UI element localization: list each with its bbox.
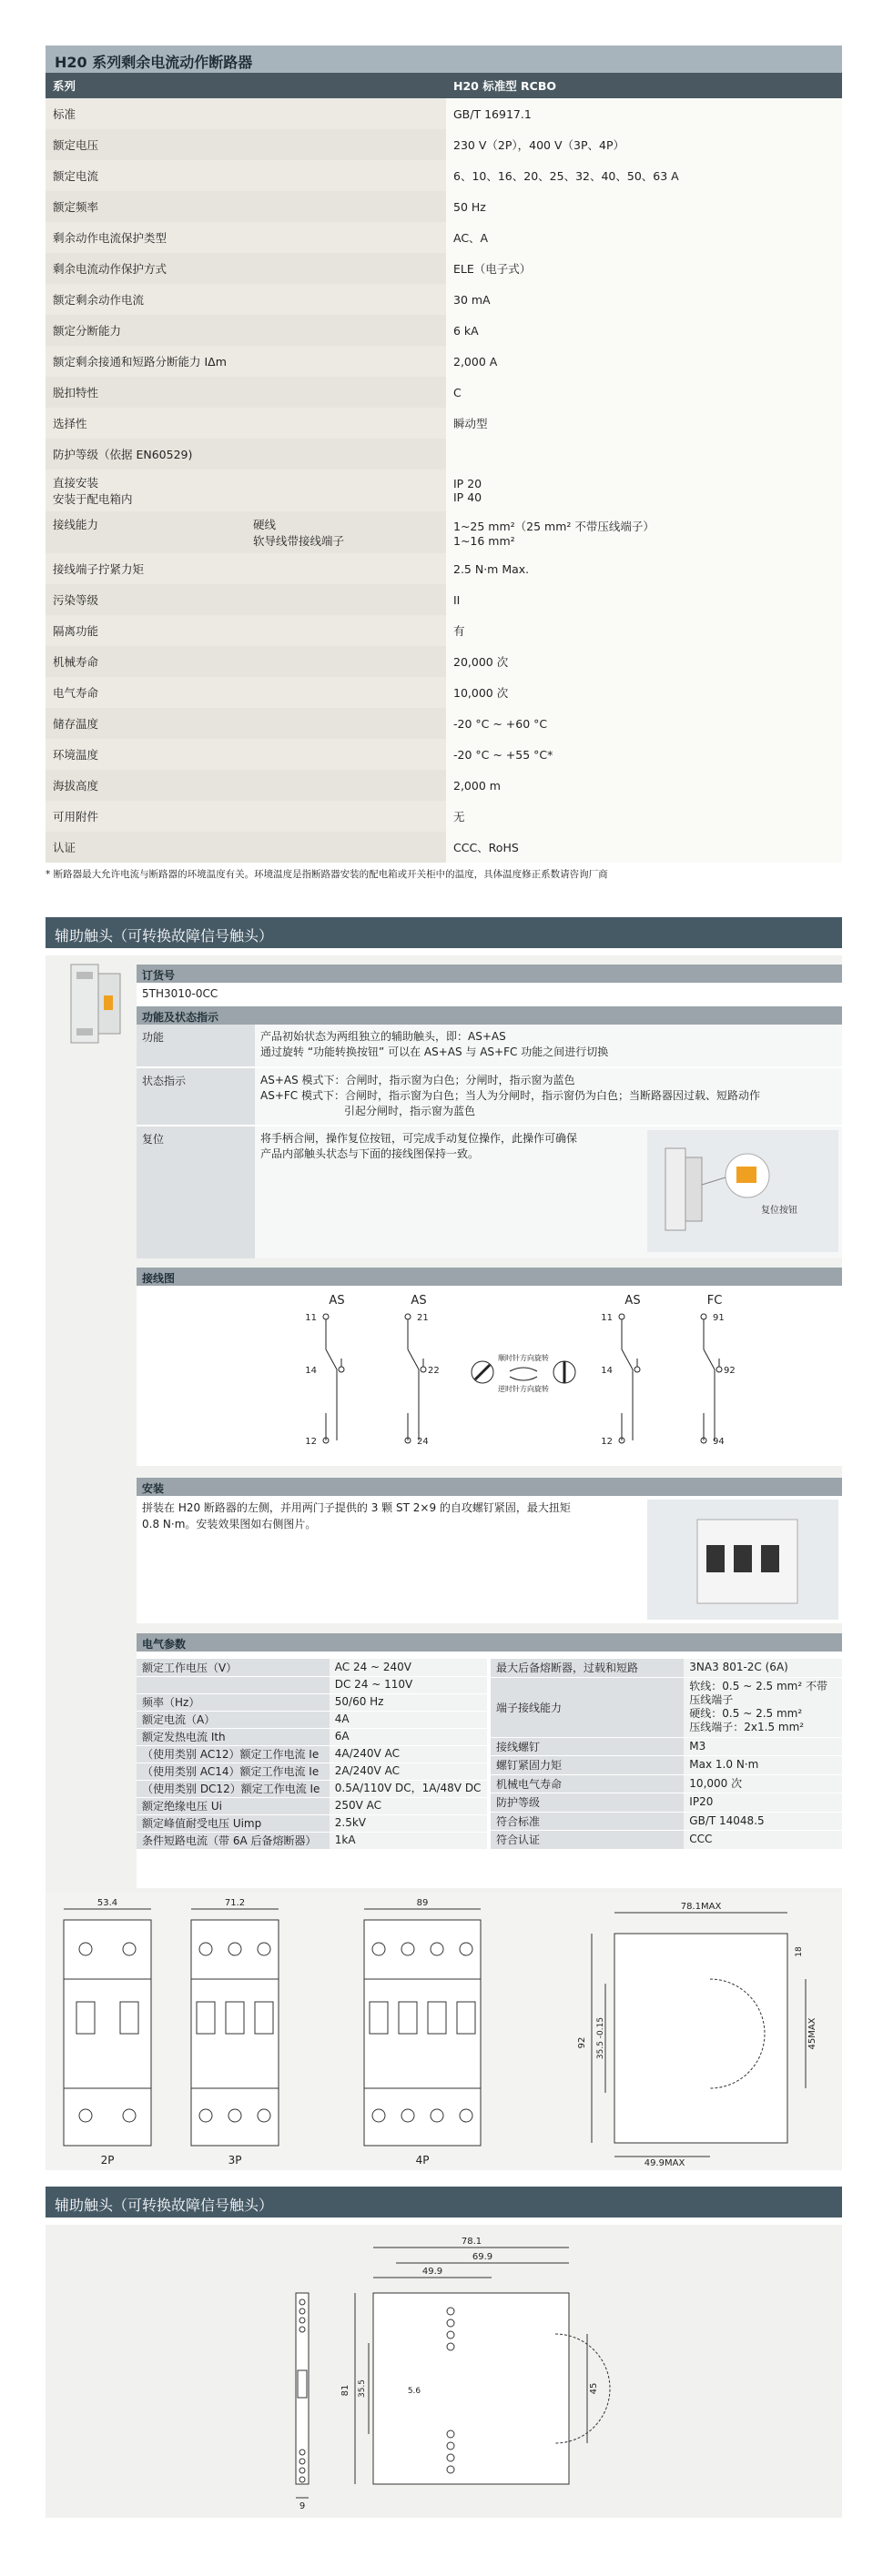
install-header: 安装 xyxy=(137,1478,842,1496)
elec-row xyxy=(137,1797,487,1814)
elec-left-table xyxy=(137,1659,487,1850)
spec-sublabel: 硬线 xyxy=(253,518,277,531)
elec-value: 250V AC xyxy=(330,1797,487,1814)
elec-value: 10,000 次 xyxy=(684,1774,842,1793)
elec-value: IP20 xyxy=(684,1793,842,1812)
pole-label: 3P xyxy=(228,2154,242,2167)
func-line: 通过旋转 “功能转换按钮” 可以在 AS+AS 与 AS+FC 功能之间进行切换 xyxy=(260,1046,609,1058)
elec-row xyxy=(137,1763,487,1780)
elec-value: 2.5kV xyxy=(330,1814,487,1832)
wiring-box xyxy=(137,1268,842,1466)
spec-row xyxy=(46,677,842,708)
handle xyxy=(399,2002,417,2034)
elec-value: 4A/240V AC xyxy=(330,1745,487,1763)
reset-label: 复位 xyxy=(137,1126,255,1258)
spec-row xyxy=(46,470,842,511)
spec-header-left: 系列 xyxy=(46,73,446,98)
screw xyxy=(79,1943,92,1955)
terminal xyxy=(716,1367,722,1372)
screw xyxy=(123,2109,136,2122)
spec-label: 可用附件 xyxy=(46,801,446,832)
spec-label: 额定剩余接通和短路分断能力 IΔm xyxy=(46,346,446,377)
screw xyxy=(79,2109,92,2122)
spec-label: 环境温度 xyxy=(46,739,446,770)
elec-value: 0.5A/110V DC，1A/48V DC xyxy=(330,1780,487,1797)
reset-line: 将手柄合闸，操作复位按钮，可完成手动复位操作，此操作可确保 xyxy=(260,1132,578,1145)
spec-row xyxy=(46,98,842,129)
terminal-number: 12 xyxy=(305,1437,317,1447)
terminal-number: 14 xyxy=(305,1366,317,1376)
screw xyxy=(460,1943,472,1955)
elec-param: 额定绝缘电压 Ui xyxy=(137,1797,330,1814)
terminal xyxy=(323,1314,329,1319)
handle xyxy=(197,2002,215,2034)
spec-row xyxy=(46,646,842,677)
elec-param: 螺钉紧固力矩 xyxy=(491,1756,684,1774)
spec-row xyxy=(46,129,842,160)
dim-h3: 45 xyxy=(589,2382,599,2395)
elec-param: （使用类别 AC12）额定工作电流 Ie xyxy=(137,1745,330,1763)
spec-label: 电气寿命 xyxy=(46,677,446,708)
spec-row xyxy=(46,284,842,315)
wiring-diagram xyxy=(137,1286,842,1466)
footnote: * 断路器最大允许电流与断路器的环境温度有关。环境温度是指断路器安装的配电箱或开关柜中的温度，具体温度修正系数请咨询厂商 xyxy=(46,869,608,880)
spec-value: -20 °C ~ +55 °C* xyxy=(446,739,842,770)
terminal-number: 14 xyxy=(601,1366,613,1376)
handle xyxy=(255,2002,273,2034)
screw xyxy=(299,2318,305,2323)
elec-row xyxy=(491,1677,842,1737)
elec-param: 额定发热电流 Ith xyxy=(137,1728,330,1745)
spec-header-right: H20 标准型 RCBO xyxy=(446,73,842,98)
elec-row xyxy=(137,1659,487,1676)
elec-value: Max 1.0 N·m xyxy=(684,1756,842,1774)
spec-row xyxy=(46,739,842,770)
screw xyxy=(299,2477,305,2482)
screw xyxy=(299,2299,305,2305)
screw xyxy=(258,1943,270,1955)
handle xyxy=(428,2002,446,2034)
elec-row xyxy=(491,1774,842,1793)
spec-row xyxy=(46,315,842,346)
elec-value: M3 xyxy=(684,1737,842,1755)
dim-d3: 49.9 xyxy=(421,2267,443,2277)
spec-label: 防护等级（依据 EN60529) xyxy=(46,439,446,470)
handle xyxy=(457,2002,475,2034)
screw xyxy=(299,2468,305,2473)
spec-label: 直接安装 xyxy=(53,476,99,490)
elec-value: AC 24 ~ 240V xyxy=(330,1659,487,1676)
rotate-cw-label: 顺时针方向旋转 xyxy=(498,1354,549,1362)
install-image xyxy=(647,1500,838,1620)
spec-value: CCC、RoHS xyxy=(446,832,842,863)
screw xyxy=(228,2109,241,2122)
spec-row xyxy=(46,160,842,191)
elec-value: 软线：0.5 ~ 2.5 mm² 不带压线端子 硬线：0.5 ~ 2.5 mm² 压线端子：2x1.5 mm² xyxy=(684,1677,842,1737)
elec-param: 符合认证 xyxy=(491,1831,684,1849)
spec-value: 230 V（2P），400 V（3P、4P） xyxy=(446,129,842,160)
screw xyxy=(431,1943,443,1955)
dim-d1: 78.1 xyxy=(461,2237,482,2247)
elec-row xyxy=(137,1814,487,1832)
screw xyxy=(447,2308,454,2315)
screw xyxy=(299,2308,305,2314)
screw xyxy=(431,2109,443,2122)
spec-value: IP 20 xyxy=(453,477,482,490)
wiring-header: 接线图 xyxy=(137,1268,842,1286)
dims-drawing-2 xyxy=(46,2225,842,2518)
elec-value: DC 24 ~ 110V xyxy=(330,1676,487,1693)
spec-sublabel: 软导线带接线端子 xyxy=(253,534,345,548)
contact-blade xyxy=(326,1349,337,1369)
screw xyxy=(447,2466,454,2473)
dim-bw: 9 xyxy=(299,2501,306,2511)
aux-dimensions xyxy=(46,2225,842,2518)
screw xyxy=(199,2109,212,2122)
spec-label: 额定剩余动作电流 xyxy=(46,284,446,315)
elec-param: 额定峰值耐受电压 Uimp xyxy=(137,1814,330,1832)
spec-value: -20 °C ~ +60 °C xyxy=(446,708,842,739)
spec-label: 安装于配电箱内 xyxy=(53,492,133,506)
reset-caption: 复位按钮 xyxy=(761,1206,797,1216)
func-header: 功能及状态指示 xyxy=(137,1006,842,1025)
elec-value: 1kA xyxy=(330,1832,487,1849)
spec-label: 接线能力 xyxy=(53,518,99,531)
elec-right-table xyxy=(491,1659,842,1850)
elec-header: 电气参数 xyxy=(137,1633,842,1652)
pole-label: 2P xyxy=(100,2154,115,2167)
dim-side-inner: 35.5 -0.15 xyxy=(596,2016,605,2060)
dim-w: 5.6 xyxy=(407,2387,421,2396)
spec-value: 1~25 mm²（25 mm² 不带压线端子） xyxy=(453,519,655,533)
spec-row xyxy=(46,253,842,284)
spec-row xyxy=(46,346,842,377)
install-box xyxy=(137,1478,842,1623)
elec-param: （使用类别 AC14）额定工作电流 Ie xyxy=(137,1763,330,1780)
terminal-number: 24 xyxy=(417,1437,429,1447)
terminal-number: 11 xyxy=(601,1313,613,1323)
spec-value: II xyxy=(446,584,842,615)
aux-section xyxy=(46,917,842,948)
dim-width: 71.2 xyxy=(224,1898,246,1908)
spec-label: 海拔高度 xyxy=(46,770,446,801)
spec-label: 隔离功能 xyxy=(46,615,446,646)
spec-label: 额定分断能力 xyxy=(46,315,446,346)
spec-label: 储存温度 xyxy=(46,708,446,739)
spec-value: 6 kA xyxy=(446,315,842,346)
screw xyxy=(228,1943,241,1955)
spec-row xyxy=(46,584,842,615)
aux-section-2 xyxy=(46,2187,842,2217)
order-header: 订货号 xyxy=(137,965,842,983)
spec-table xyxy=(46,73,842,863)
screw xyxy=(460,2109,472,2122)
spec-value: 6、10、16、20、25、32、40、50、63 A xyxy=(446,160,842,191)
arrow xyxy=(510,1368,537,1371)
screw xyxy=(372,1943,385,1955)
screw xyxy=(447,2430,454,2438)
spec-label: 额定电压 xyxy=(46,129,446,160)
elec-value: 50/60 Hz xyxy=(330,1693,487,1711)
terminal-number: 91 xyxy=(713,1313,725,1323)
elec-row xyxy=(137,1745,487,1763)
spec-value: 10,000 次 xyxy=(446,677,842,708)
screw xyxy=(199,1943,212,1955)
spec-label: 接线端子拧紧力矩 xyxy=(46,553,446,584)
contact-name-label: AS xyxy=(329,1294,345,1308)
spec-value: 20,000 次 xyxy=(446,646,842,677)
aux-title: 辅助触头（可转换故障信号触头） xyxy=(46,917,842,948)
elec-value: 4A xyxy=(330,1711,487,1728)
elec-row xyxy=(137,1728,487,1745)
rotate-ccw-label: 逆时针方向旋转 xyxy=(498,1385,549,1393)
screw xyxy=(299,2450,305,2455)
spec-row xyxy=(46,511,842,553)
spec-label: 脱扣特性 xyxy=(46,377,446,408)
spec-value: 50 Hz xyxy=(446,191,842,222)
terminal xyxy=(634,1367,640,1372)
handle xyxy=(120,2002,138,2034)
spec-row xyxy=(46,770,842,801)
handle xyxy=(76,2002,95,2034)
dim-width: 89 xyxy=(416,1898,429,1908)
aux-handle xyxy=(298,2370,307,2398)
dims-drawing-1 xyxy=(46,1893,842,2170)
terminal xyxy=(339,1367,344,1372)
status-label: 状态指示 xyxy=(137,1068,255,1125)
elec-row xyxy=(491,1812,842,1830)
spec-row xyxy=(46,801,842,832)
side-outline xyxy=(614,1934,787,2143)
spec-label: 剩余动作电流保护类型 xyxy=(46,222,446,253)
elec-row xyxy=(491,1756,842,1774)
contact-blade xyxy=(704,1349,715,1369)
elec-row xyxy=(491,1831,842,1849)
spec-value: 2,000 A xyxy=(446,346,842,377)
spec-row xyxy=(46,191,842,222)
terminal-number: 11 xyxy=(305,1313,317,1323)
handle xyxy=(226,2002,244,2034)
status-line: AS+FC 模式下：合闸时，指示窗为白色；当人为分闸时，指示窗仍为白色；当断路器因过载、短路动作 xyxy=(260,1089,760,1102)
screw xyxy=(372,2109,385,2122)
dim-side-18: 18 xyxy=(795,1946,804,1957)
spec-label: 机械寿命 xyxy=(46,646,446,677)
section-title: H20 系列剩余电流动作断路器 xyxy=(46,45,842,73)
rcbo-spec-section xyxy=(46,45,842,886)
elec-param: 频率（Hz） xyxy=(137,1693,330,1711)
status-line: 引起分闸时，指示窗为蓝色 xyxy=(344,1105,476,1117)
spec-label: 认证 xyxy=(46,832,446,863)
handle xyxy=(370,2002,388,2034)
spec-value: 瞬动型 xyxy=(446,408,842,439)
spec-row xyxy=(46,222,842,253)
spec-value: 有 xyxy=(446,615,842,646)
dim-h2: 35.5 xyxy=(358,2379,367,2399)
spec-row xyxy=(46,408,842,439)
screw xyxy=(447,2319,454,2327)
elec-param: 端子接线能力 xyxy=(491,1677,684,1737)
spec-value: 30 mA xyxy=(446,284,842,315)
dim-side-right: 45MAX xyxy=(807,2017,817,2050)
pole-label: 4P xyxy=(415,2154,430,2167)
elec-value: GB/T 14048.5 xyxy=(684,1812,842,1830)
install-line: 0.8 N·m。安装效果图如右侧图片。 xyxy=(142,1518,317,1530)
breaker-dimensions xyxy=(46,1893,842,2170)
elec-row xyxy=(137,1780,487,1797)
reset-image xyxy=(647,1130,838,1252)
dim-width: 53.4 xyxy=(96,1898,118,1908)
spec-row xyxy=(46,615,842,646)
aux-panel xyxy=(46,955,842,1897)
elec-value: 2A/240V AC xyxy=(330,1763,487,1780)
contact-blade xyxy=(622,1349,633,1369)
elec-value: 6A xyxy=(330,1728,487,1745)
status-line: AS+AS 模式下：合闸时，指示窗为白色；分闸时，指示窗为蓝色 xyxy=(260,1074,575,1086)
spec-label: 选择性 xyxy=(46,408,446,439)
terminal-number: 12 xyxy=(601,1437,613,1447)
screw xyxy=(299,2459,305,2464)
arrow xyxy=(510,1377,537,1380)
spec-label: 标准 xyxy=(46,98,446,129)
aux-side-outline xyxy=(373,2293,569,2484)
spec-label: 剩余电流动作保护方式 xyxy=(46,253,446,284)
aux-title-2: 辅助触头（可转换故障信号触头） xyxy=(46,2187,842,2217)
spec-value: IP 40 xyxy=(453,490,482,504)
screw xyxy=(447,2454,454,2461)
spec-label: 额定电流 xyxy=(46,160,446,191)
reset-line: 产品内部触头状态与下面的接线图保持一致。 xyxy=(260,1147,480,1160)
elec-param: 最大后备熔断器，过载和短路 xyxy=(491,1659,684,1677)
spec-value: AC、A xyxy=(446,222,842,253)
spec-row xyxy=(46,439,842,470)
dim-d2: 69.9 xyxy=(472,2252,493,2262)
elec-param: 防护等级 xyxy=(491,1793,684,1812)
spec-value: 2,000 m xyxy=(446,770,842,801)
order-number: 5TH3010-0CC xyxy=(142,987,218,1000)
elec-param: （使用类别 DC12）额定工作电流 Ie xyxy=(137,1780,330,1797)
elec-param: 额定工作电压（V） xyxy=(137,1659,330,1676)
elec-row xyxy=(137,1676,487,1693)
elec-param: 符合标准 xyxy=(491,1812,684,1830)
terminal-number: 94 xyxy=(713,1437,725,1447)
elec-row xyxy=(491,1737,842,1755)
screw xyxy=(401,2109,414,2122)
spec-row xyxy=(46,708,842,739)
elec-row xyxy=(137,1832,487,1849)
contact-name-label: AS xyxy=(624,1294,641,1308)
func-line: 产品初始状态为两组独立的辅助触头，即：AS+AS xyxy=(260,1030,506,1043)
contact-name-label: FC xyxy=(706,1294,723,1308)
elec-param: 额定电流（A） xyxy=(137,1711,330,1728)
elec-value: CCC xyxy=(684,1831,842,1849)
elec-row xyxy=(137,1693,487,1711)
func-label: 功能 xyxy=(137,1025,255,1066)
terminal-number: 21 xyxy=(417,1313,429,1323)
terminal-number: 92 xyxy=(724,1366,736,1376)
terminal xyxy=(701,1314,706,1319)
elec-param: 条件短路电流（带 6A 后备熔断器） xyxy=(137,1832,330,1849)
dim-h: 81 xyxy=(340,2384,350,2397)
terminal xyxy=(619,1314,624,1319)
elec-param: 机械电气寿命 xyxy=(491,1774,684,1793)
screw xyxy=(299,2327,305,2332)
spec-value: 无 xyxy=(446,801,842,832)
spec-label: 污染等级 xyxy=(46,584,446,615)
spec-value: 2.5 N·m Max. xyxy=(446,553,842,584)
screw xyxy=(447,2442,454,2450)
contact-name-label: AS xyxy=(411,1294,427,1308)
spec-row xyxy=(46,377,842,408)
spec-value: ELE（电子式） xyxy=(446,253,842,284)
elec-row xyxy=(137,1711,487,1728)
screw xyxy=(123,1943,136,1955)
elec-row xyxy=(491,1659,842,1677)
dim-side-bottom: 49.9MAX xyxy=(644,2158,685,2168)
spec-value xyxy=(446,439,842,470)
elec-param xyxy=(137,1676,330,1693)
spec-row xyxy=(46,553,842,584)
terminal xyxy=(405,1314,411,1319)
spec-row xyxy=(46,832,842,863)
spec-label: 额定频率 xyxy=(46,191,446,222)
screw xyxy=(447,2331,454,2339)
spec-value: GB/T 16917.1 xyxy=(446,98,842,129)
elec-row xyxy=(491,1793,842,1812)
contact-blade xyxy=(408,1349,419,1369)
screw xyxy=(258,2109,270,2122)
screw xyxy=(447,2343,454,2350)
install-line: 拼装在 H20 断路器的左侧，并用两门子提供的 3 颗 ST 2×9 的自攻螺钉紧固，最大扭矩 xyxy=(142,1501,571,1514)
spec-value: C xyxy=(446,377,842,408)
screw xyxy=(401,1943,414,1955)
terminal-number: 22 xyxy=(428,1366,440,1376)
elec-param: 接线螺钉 xyxy=(491,1737,684,1755)
aux-product-image xyxy=(64,963,127,1046)
spec-value: 1~16 mm² xyxy=(453,533,515,548)
terminal xyxy=(421,1367,426,1372)
dim-side-top: 78.1MAX xyxy=(680,1902,722,1912)
dim-side-h: 92 xyxy=(577,2036,587,2049)
elec-value: 3NA3 801-2C (6A) xyxy=(684,1659,842,1677)
elec-box xyxy=(137,1633,842,1888)
